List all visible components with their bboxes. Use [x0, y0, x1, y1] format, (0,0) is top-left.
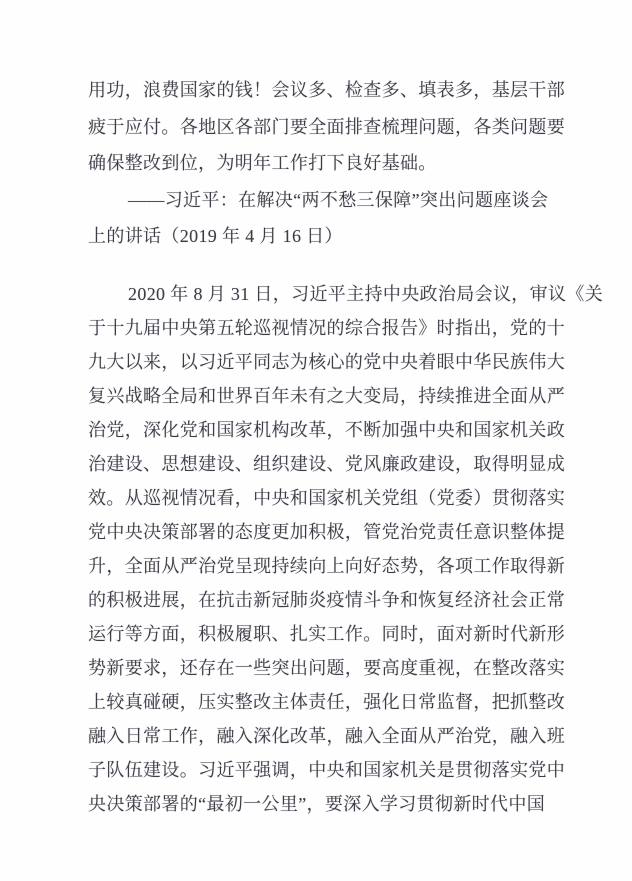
- text-line: 于十九届中央第五轮巡视情况的综合报告》时指出，党的十: [88, 317, 566, 338]
- text-line: 复兴战略全局和世界百年未有之大变局，持续推进全面从严: [88, 385, 566, 406]
- text-line: 党中央决策部署的态度更加积极，管党治党责任意识整体提: [88, 521, 566, 542]
- text-line: 上较真碰硬，压实整改主体责任，强化日常监督，把抓整改: [88, 691, 566, 712]
- text-line: 效。从巡视情况看，中央和国家机关党组（党委）贯彻落实: [88, 487, 566, 508]
- text-line: 的积极进展，在抗击新冠肺炎疫情斗争和恢复经济社会正常: [88, 589, 566, 610]
- text-line: 治党，深化党和国家机构改革，不断加强中央和国家机关政: [88, 419, 566, 440]
- quote-paragraph: [88, 72, 566, 182]
- text-line: 央决策部署的“最初一公里”，要深入学习贯彻新时代中国: [88, 793, 546, 814]
- text-line: 确保整改到位，为明年工作打下良好基础。: [88, 153, 437, 173]
- text-line: 九大以来，以习近平同志为核心的党中央着眼中华民族伟大: [88, 351, 566, 372]
- text-line: 治建设、思想建设、组织建设、党风廉政建设，取得明显成: [88, 453, 566, 474]
- text-line: 升，全面从严治党呈现持续向上向好态势，各项工作取得新: [88, 555, 566, 576]
- text-line: 疲于应付。各地区各部门要全面排查梳理问题，各类问题要: [88, 116, 566, 137]
- text-line: 2020 年 8 月 31 日，习近平主持中央政治局会议，审议《关: [128, 283, 604, 304]
- text-line: 上的讲话（2019 年 4 月 16 日）: [88, 226, 343, 246]
- text-line: 用功，浪费国家的钱！会议多、检查多、填表多，基层干部: [88, 80, 566, 100]
- text-line: 子队伍建设。习近平强调，中央和国家机关是贯彻落实党中: [88, 759, 566, 780]
- body-paragraph: [88, 277, 604, 821]
- text-line: 融入日常工作，融入深化改革，融入全面从严治党，融入班: [88, 725, 566, 746]
- text-line: 势新要求，还存在一些突出问题，要高度重视，在整改落实: [88, 657, 566, 678]
- quote-attribution: [88, 182, 566, 255]
- text-line: 运行等方面，积极履职、扎实工作。同时，面对新时代新形: [88, 623, 566, 644]
- text-line: ——习近平：在解决“两不愁三保障”突出问题座谈会: [128, 189, 549, 210]
